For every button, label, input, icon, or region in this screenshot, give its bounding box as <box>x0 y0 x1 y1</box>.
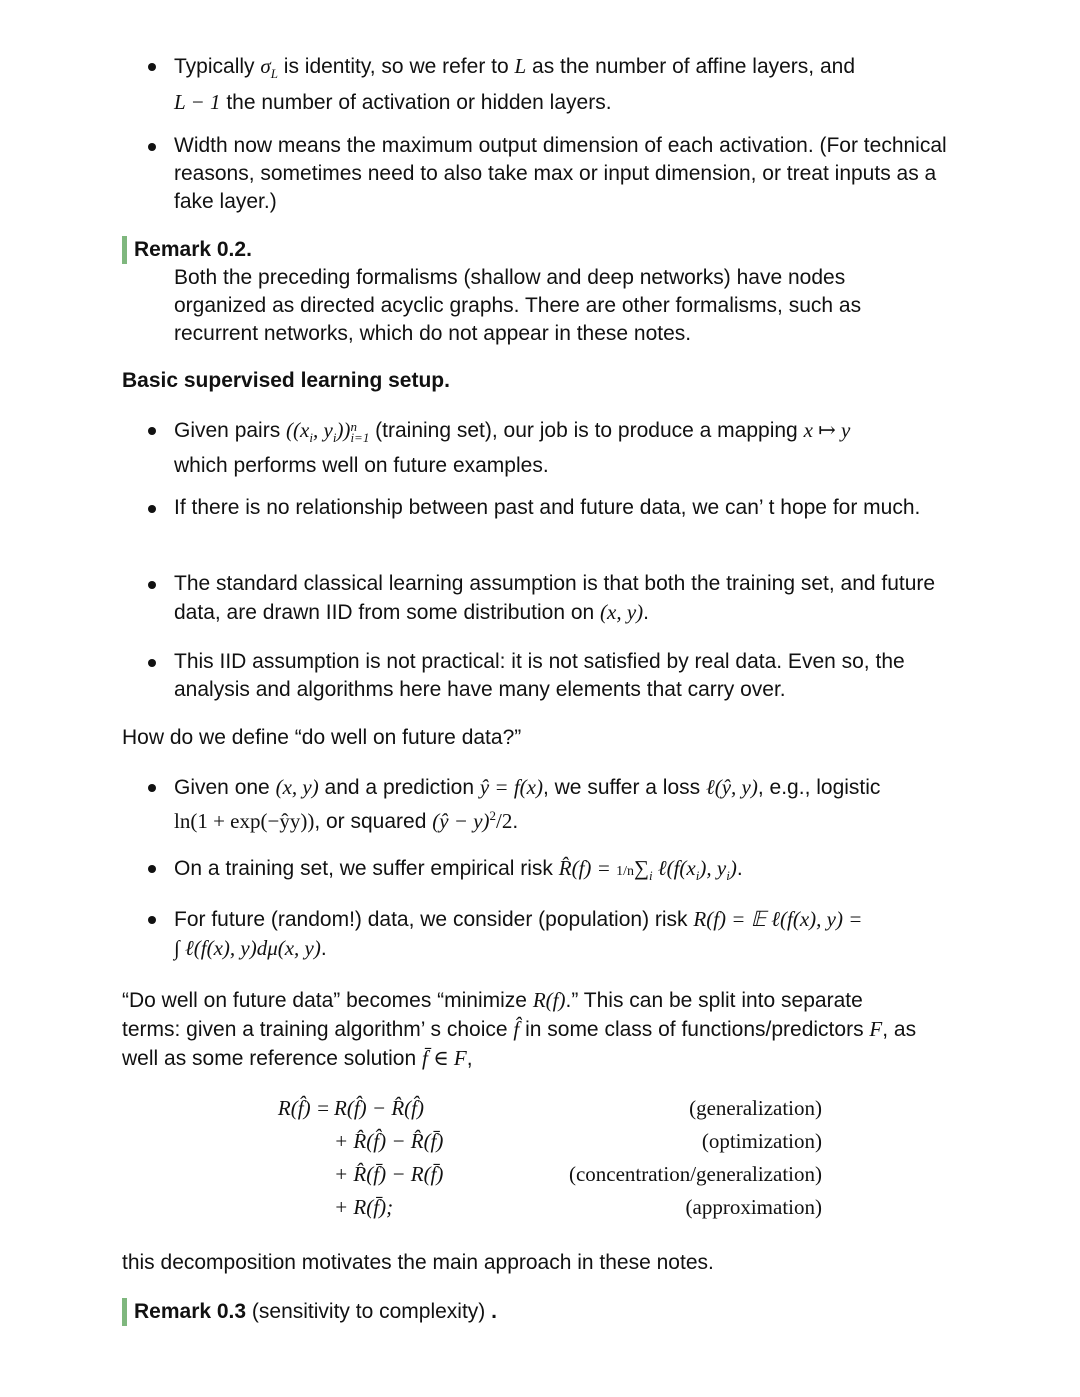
remark-heading <box>122 236 252 264</box>
list-item <box>148 854 963 890</box>
equation-row: + R̂(f̂) − R̂(f̄) (optimization) <box>334 1129 822 1153</box>
remark-bar-icon <box>122 236 127 264</box>
equation-row: + R(f̄); (approximation) <box>334 1195 822 1219</box>
question-text: How do we define “do well on future data?” <box>122 726 522 749</box>
remark-bar-icon <box>122 1298 127 1326</box>
list-item-text: The standard classical learning assumption is that both the training set, and future data, are drawn IID from some distribution on (x, y). <box>174 572 936 624</box>
list-item-text: If there is no relationship between past and future data, we can’ t hope for much. <box>174 496 921 519</box>
list-item <box>148 52 963 117</box>
bullet-icon <box>148 505 156 513</box>
list-item <box>148 132 963 216</box>
section-heading: Basic supervised learning setup. <box>122 369 450 392</box>
list-item <box>148 494 963 522</box>
bullet-icon <box>148 784 156 792</box>
list-item-text: Width now means the maximum output dimension of each activation. (For technical reasons, sometimes need to also take max or input dimension, or treat inputs as a fake layer.) <box>174 134 947 213</box>
list-item-text: For future (random!) data, we consider (population) risk R(f) = 𝔼 ℓ(f(x), y) = ∫ ℓ(f(x), y)dμ(x, y). <box>174 907 863 960</box>
list-item <box>148 773 963 836</box>
bullet-icon <box>148 63 156 71</box>
equation-row: R(f̂) = R(f̂) − R̂(f̂) (generalization) <box>277 1096 822 1120</box>
list-item-text: Typically $\sigma_L$ is identity, so we refer to L as the number of affine layers, and L − 1 the number of activation or hidden layers. <box>174 54 855 115</box>
list-item <box>148 905 963 963</box>
list-item <box>148 570 963 627</box>
bullet-icon <box>148 916 156 924</box>
equation-row: + R̂(f̄) − R(f̄) (concentration/generalization) <box>334 1162 822 1186</box>
bullet-icon <box>148 143 156 151</box>
list-item-text: On a training set, we suffer empirical risk R̂(f) = $1/n\sum_i$ $\ell(f(x_i)$, $y_i$). <box>174 856 743 884</box>
paragraph: “Do well on future data” becomes “minimize R(f).” This can be split into separate terms: given a training algorithm’ s choice f̂ in some class of functions/predictors F, as well as some reference solution f̄ ∈ F, <box>122 988 917 1070</box>
remark-title: Remark 0.2. <box>134 238 252 261</box>
bullet-icon <box>148 865 156 873</box>
remark-heading: Remark 0.3 (sensitivity to complexity) . <box>122 1298 497 1326</box>
bullet-icon <box>148 427 156 435</box>
remark-title: Remark 0.3 <box>134 1300 247 1323</box>
list-item-text: This IID assumption is not practical: it is not satisfied by real data. Even so, the analysis and algorithms here have many elements that carry over. <box>174 650 905 701</box>
bullet-icon <box>148 581 156 589</box>
risk-decomposition-equation <box>250 1092 822 1224</box>
remark-body: Both the preceding formalisms (shallow and deep networks) have nodes organized as directed acyclic graphs. There are other formalisms, such as recurrent networks, which do not appear in these notes. <box>174 266 862 345</box>
list-item-text: Given pairs (($x_i$, $y_i$)) n i=1 (training set), our job is to produce a mapping x ↦ y which performs well on future examples. <box>174 418 851 478</box>
list-item <box>148 648 963 704</box>
closing-text: this decomposition motivates the main approach in these notes. <box>122 1251 714 1274</box>
list-item-text: Given one (x, y) and a prediction ŷ = f(x), we suffer a loss ℓ(ŷ, y), e.g., logistic ln(1 + exp(−ŷy)), or squared (ŷ − y)$^2$/2. <box>174 775 881 833</box>
list-item <box>148 416 963 480</box>
bullet-icon <box>148 659 156 667</box>
